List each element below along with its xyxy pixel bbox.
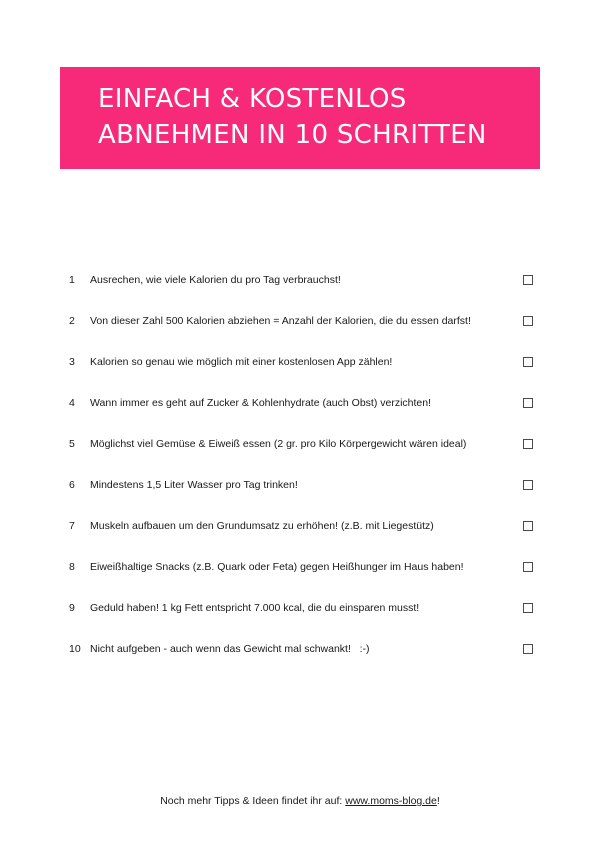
item-number: 1 (69, 274, 75, 286)
item-checkbox[interactable] (523, 480, 533, 490)
checklist-item-7 (0, 517, 600, 558)
item-number: 4 (69, 397, 75, 409)
item-number: 5 (69, 438, 75, 450)
footer-text: Noch mehr Tipps & Ideen findet ihr auf: (160, 795, 346, 807)
item-checkbox[interactable] (523, 357, 533, 367)
page-title-line-1: EINFACH & KOSTENLOS (98, 84, 407, 114)
item-text: Von dieser Zahl 500 Kalorien abziehen = Anzahl der Kalorien, die du essen darfst! (90, 315, 471, 327)
item-text: Kalorien so genau wie möglich mit einer kostenlosen App zählen! (90, 356, 393, 368)
checklist-item-9 (0, 599, 600, 640)
item-text: Muskeln aufbauen um den Grundumsatz zu erhöhen! (z.B. mit Liegestütz) (90, 520, 434, 532)
checklist-item-8 (0, 558, 600, 599)
checklist (0, 271, 600, 681)
item-number: 7 (69, 520, 75, 532)
item-checkbox[interactable] (523, 316, 533, 326)
checklist-item-4 (0, 394, 600, 435)
item-checkbox[interactable] (523, 562, 533, 572)
page-title-line-2: ABNEHMEN IN 10 SCHRITTEN (98, 120, 487, 150)
checklist-item-2 (0, 312, 600, 353)
item-checkbox[interactable] (523, 439, 533, 449)
item-text: Eiweißhaltige Snacks (z.B. Quark oder Feta) gegen Heißhunger im Haus haben! (90, 561, 464, 573)
blog-link[interactable]: www.moms-blog.de (345, 795, 437, 807)
checklist-item-5 (0, 435, 600, 476)
checklist-item-1 (0, 271, 600, 312)
item-number: 6 (69, 479, 75, 491)
header-banner (60, 67, 540, 169)
item-checkbox[interactable] (523, 521, 533, 531)
footer (0, 793, 600, 809)
item-text: Nicht aufgeben - auch wenn das Gewicht mal schwankt! :-) (90, 643, 370, 655)
item-text: Mindestens 1,5 Liter Wasser pro Tag trinken! (90, 479, 298, 491)
item-text: Möglichst viel Gemüse & Eiweiß essen (2 gr. pro Kilo Körpergewicht wären ideal) (90, 438, 467, 450)
item-number: 10 (69, 643, 81, 655)
item-text: Geduld haben! 1 kg Fett entspricht 7.000 kcal, die du einsparen musst! (90, 602, 420, 614)
item-checkbox[interactable] (523, 275, 533, 285)
item-checkbox[interactable] (523, 644, 533, 654)
checklist-item-3 (0, 353, 600, 394)
item-text: Ausrechen, wie viele Kalorien du pro Tag verbrauchst! (90, 274, 341, 286)
checklist-item-10 (0, 640, 600, 681)
footer-suffix: ! (436, 795, 440, 807)
item-checkbox[interactable] (523, 398, 533, 408)
checklist-item-6 (0, 476, 600, 517)
item-text: Wann immer es geht auf Zucker & Kohlenhydrate (auch Obst) verzichten! (90, 397, 432, 409)
item-number: 8 (69, 561, 75, 573)
item-number: 2 (69, 315, 75, 327)
item-checkbox[interactable] (523, 603, 533, 613)
item-number: 9 (69, 602, 75, 614)
item-number: 3 (69, 356, 75, 368)
